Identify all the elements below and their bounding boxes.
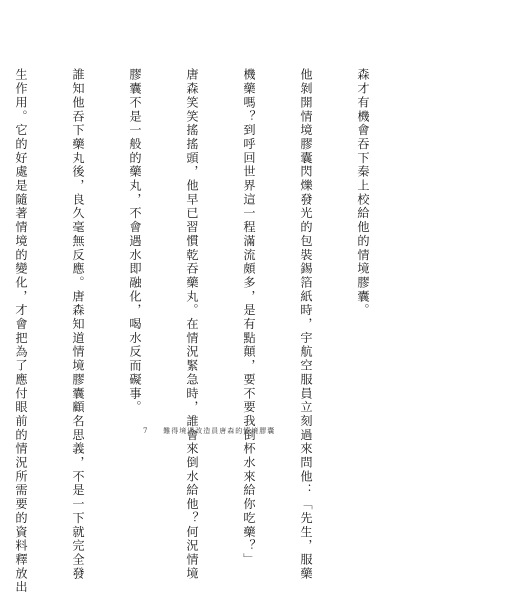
- running-title: 難得境遇改造員唐森的情境膠囊: [163, 427, 276, 435]
- text-column: 森才有機會吞下秦上校給他的情境膠囊。: [356, 68, 370, 318]
- page-footer: [143, 425, 383, 437]
- text-column: 機藥嗎？到呼回世界這一程滿流頗多，是有點顛，要不要我倒杯水來給你吃藥？」: [242, 68, 256, 567]
- page-number: 7: [143, 427, 148, 435]
- text-column: 他剝開情境膠囊閃爍發光的包裝錫箔紙時，宇航空服員立刻過來問他：「先生，服藥: [299, 68, 313, 581]
- text-column: 生作用。它的好處是隨著情境的變化，才會把為了應付眼前的情況所需要的資料釋放出: [14, 68, 28, 595]
- text-column: 唐森笑笑搖搖頭，他早已習慣乾吞藥丸。在情況緊急時，誰會來倒水給他？何況情境: [185, 68, 199, 581]
- text-column: 誰知他吞下藥丸後，良久毫無反應。唐森知道情境膠囊顧名思義，不是一下就完全發: [71, 68, 85, 581]
- text-column: 膠囊不是一般的藥丸，不會遇水即融化，喝水反而礙事。: [128, 68, 142, 415]
